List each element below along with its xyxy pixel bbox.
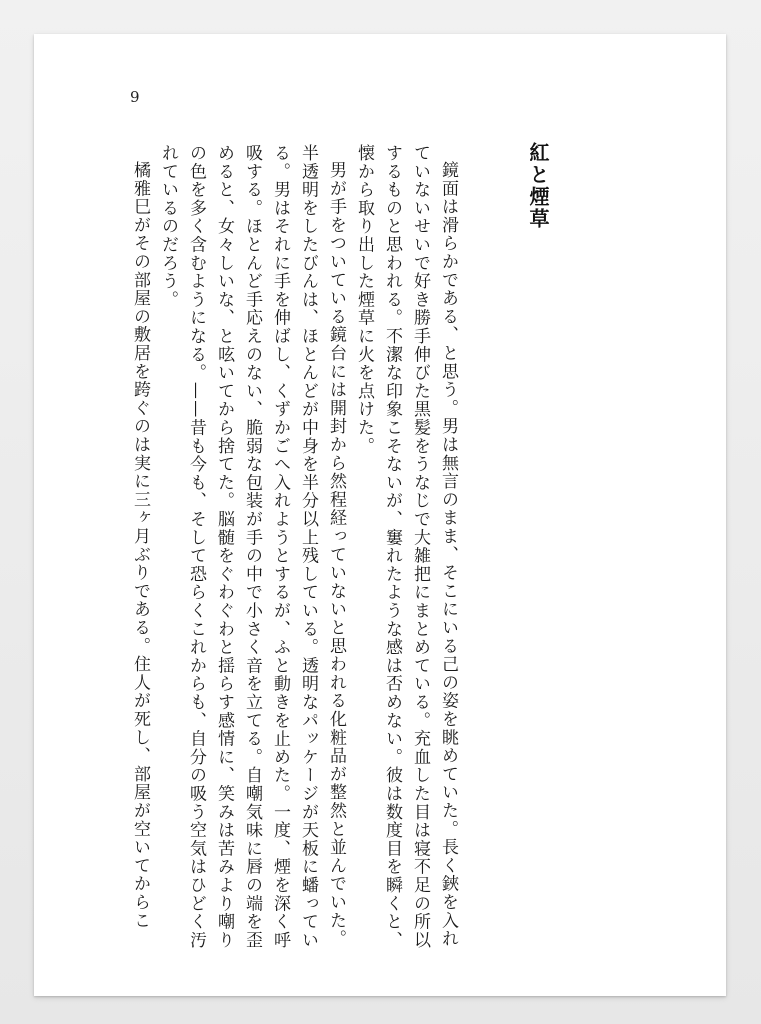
book-page — [34, 34, 726, 996]
paragraph: 橘雅巳がその部屋の敷居を跨ぐのは実に三ヶ月ぶりである。住人が死し、部屋が空いてからこ — [130, 161, 150, 930]
paragraph: 男が手をついている鏡台には開封から然程経っていないと思われる化粧品が整然と並んでいた。半透明をしたびんは、ほとんどが中身を半分以上残している。透明なパッケージが天板に蟠っている。男はそれに手を伸ばし、くずかごへ入れようとするが、ふと動きを止めた。一度、煙を深く呼吸する。ほとんど手応えのない、脆弱な包装が手の中で小さく音を立てる。自嘲気味に唇の端を歪めると、女々しいな、と呟いてから捨てた。脳髄をぐわぐわと揺らす感情に、笑みは苦みより嘲りの色を多く含むようになる。——昔も今も、そして恐らくこれからも、自分の吸う空気はひどく汚れているのだろう。 — [158, 144, 346, 950]
page-number: 9 — [130, 88, 140, 106]
body-text — [126, 144, 462, 954]
paragraph: 鏡面は滑らかである、と思う。男は無言のまま、そこにいる己の姿を眺めていた。長く鋏を入れていないせいで好き勝手伸びた黒髪をうなじで大雑把にまとめている。充血した目は寝不足の所以するものと思われる。不潔な印象こそないが、窶れたような感は否めない。彼は数度目を瞬くと、懐から取り出した煙草に火を点けた。 — [354, 144, 458, 950]
chapter-title: 紅と煙草 — [526, 142, 550, 230]
